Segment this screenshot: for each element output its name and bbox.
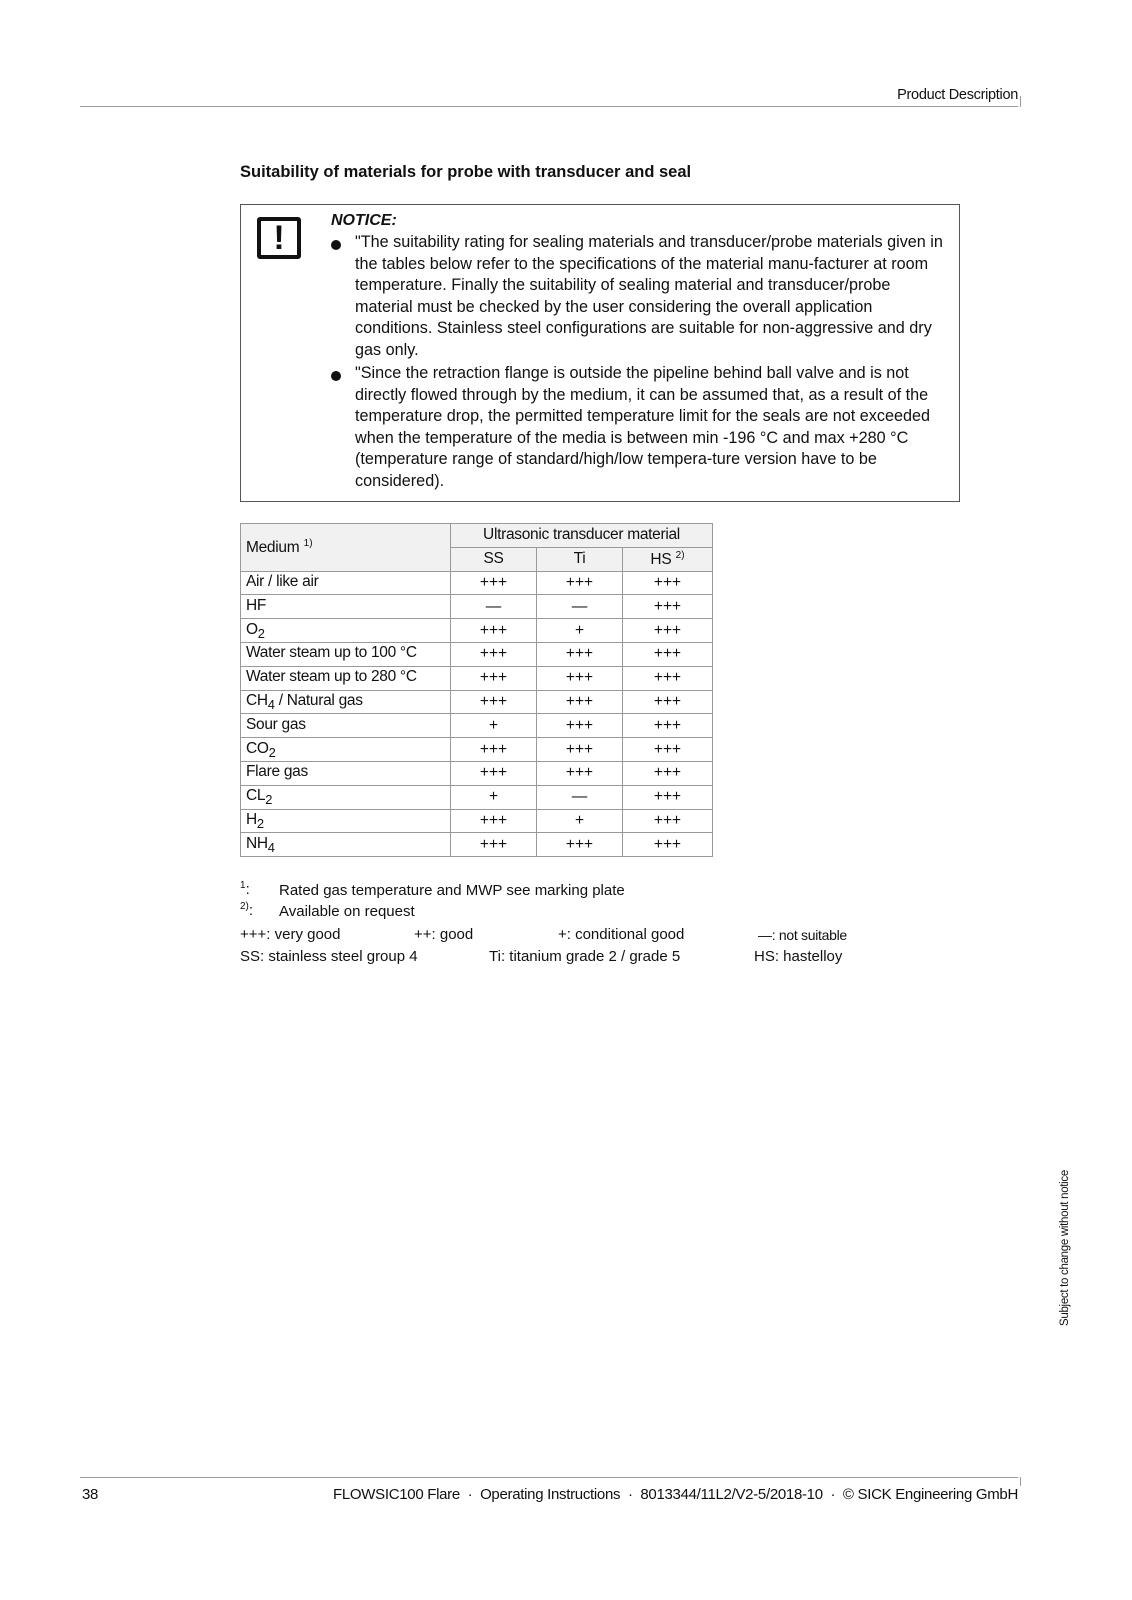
value-cell: +++	[451, 666, 537, 690]
notice-box	[240, 204, 960, 502]
footnote-1-text: Rated gas temperature and MWP see marking plate	[279, 882, 625, 899]
header-rule	[80, 106, 1018, 107]
legend-ti: Ti: titanium grade 2 / grade 5	[489, 948, 681, 965]
medium-cell: $O_2$	[241, 619, 451, 643]
medium-cell: Air / like air	[241, 571, 451, 595]
value-cell: +++	[451, 571, 537, 595]
value-cell: +++	[623, 642, 713, 666]
notice-title: NOTICE:	[331, 212, 397, 229]
table-row	[241, 833, 713, 857]
medium-cell: Water steam up to 100 °C	[241, 642, 451, 666]
column-header-hs-cell	[623, 547, 713, 571]
value-cell: +++	[537, 714, 623, 738]
medium-cell: $CL_2$	[241, 785, 451, 809]
table-row	[241, 714, 713, 738]
medium-cell: $CH_4$ / Natural gas	[241, 690, 451, 714]
value-cell: +++	[623, 785, 713, 809]
legend-ss: SS: stainless steel group 4	[240, 948, 418, 965]
value-cell: +	[537, 619, 623, 643]
medium-cell: Flare gas	[241, 761, 451, 785]
value-cell: +++	[451, 690, 537, 714]
value-cell: +++	[623, 833, 713, 857]
medium-cell: $NH_4$	[241, 833, 451, 857]
page-number: 38	[82, 1486, 99, 1503]
footnote-2-mark: $^{2)}$:	[240, 901, 254, 919]
value-cell: +++	[537, 642, 623, 666]
value-cell: +++	[623, 738, 713, 762]
table-row	[241, 642, 713, 666]
header-rule-tick	[1017, 96, 1021, 107]
footnote-mark: 1)	[303, 537, 313, 549]
column-header-ss: SS	[451, 547, 537, 571]
value-cell: +++	[623, 714, 713, 738]
table-row	[241, 785, 713, 809]
value-cell: +++	[451, 833, 537, 857]
group-header: Ultrasonic transducer material	[451, 524, 713, 548]
header-label: Product Description	[897, 87, 1018, 103]
medium-cell: $CO_2$	[241, 738, 451, 762]
value-cell: +++	[623, 571, 713, 595]
medium-cell: $H_2$	[241, 809, 451, 833]
bullet-icon	[331, 371, 341, 381]
legend-very-good: +++: very good	[240, 926, 341, 943]
footnote-2-text: Available on request	[279, 903, 415, 920]
table-row	[241, 595, 713, 619]
table-row	[241, 666, 713, 690]
value-cell: +++	[623, 619, 713, 643]
value-cell: +++	[537, 761, 623, 785]
side-note: Subject to change without notice	[1059, 1170, 1071, 1326]
section-title: Suitability of materials for probe with transducer and seal	[240, 163, 692, 181]
table-row	[241, 809, 713, 833]
table-row	[241, 738, 713, 762]
column-header-ti: Ti	[537, 547, 623, 571]
value-cell: +++	[451, 809, 537, 833]
medium-cell: HF	[241, 595, 451, 619]
medium-header: Medium	[246, 538, 300, 556]
table-row	[241, 571, 713, 595]
value-cell: +	[451, 714, 537, 738]
medium-cell: Water steam up to 280 °C	[241, 666, 451, 690]
exclamation-icon: !	[257, 217, 301, 259]
footer-rule-tick	[1017, 1477, 1021, 1486]
footer-rule	[80, 1477, 1018, 1478]
table-row	[241, 761, 713, 785]
footnote-1-mark: $^1$:	[240, 880, 250, 898]
medium-cell: Sour gas	[241, 714, 451, 738]
materials-table	[240, 523, 713, 857]
value-cell: +++	[451, 761, 537, 785]
value-cell: —	[537, 595, 623, 619]
table-row	[241, 619, 713, 643]
value-cell: +++	[451, 738, 537, 762]
value-cell: +++	[623, 690, 713, 714]
value-cell: +++	[623, 666, 713, 690]
legend-good: ++: good	[414, 926, 474, 943]
value-cell: +++	[451, 642, 537, 666]
medium-header-cell	[241, 524, 451, 572]
notice-item: "Since the retraction flange is outside the pipeline behind ball valve and is not directly flowed through by the medium, it can be assumed that, as a result of the temperature drop, the permitted temperature limit for the seals are not exceeded when the temperature of the media is between min -196 °C and max +280 °C (temperature range of standard/high/low tempera-ture version have to be considered).	[355, 364, 930, 490]
value-cell: +++	[537, 571, 623, 595]
legend-not-suitable: —: not suitable	[758, 927, 847, 943]
value-cell: +++	[537, 738, 623, 762]
footnote-mark: 2)	[675, 549, 685, 561]
legend-hs: HS: hastelloy	[754, 948, 843, 965]
table-row	[241, 690, 713, 714]
value-cell: —	[537, 785, 623, 809]
notice-item: "The suitability rating for sealing materials and transducer/probe materials given in the tables below refer to the specifications of the material manu-facturer at room temperature. Finally the suitability of sealing material and transducer/probe material must be checked by the user considering the overall application conditions. Stainless steel configurations are suitable for non-aggressive and dry gas only.	[355, 233, 943, 359]
value-cell: +++	[623, 595, 713, 619]
value-cell: +++	[537, 690, 623, 714]
bullet-icon	[331, 240, 341, 250]
value-cell: +++	[623, 809, 713, 833]
value-cell: +	[537, 809, 623, 833]
value-cell: —	[451, 595, 537, 619]
legend-conditional-good: +: conditional good	[558, 926, 685, 943]
footer-text: FLOWSIC100 Flare · Operating Instructions · 8013344/11L2/V2-5/2018-10 · © SICK Engineering GmbH	[333, 1486, 1018, 1503]
value-cell: +++	[537, 833, 623, 857]
value-cell: +	[451, 785, 537, 809]
value-cell: +++	[623, 761, 713, 785]
value-cell: +++	[537, 666, 623, 690]
value-cell: +++	[451, 619, 537, 643]
column-header-hs: HS	[650, 550, 672, 568]
